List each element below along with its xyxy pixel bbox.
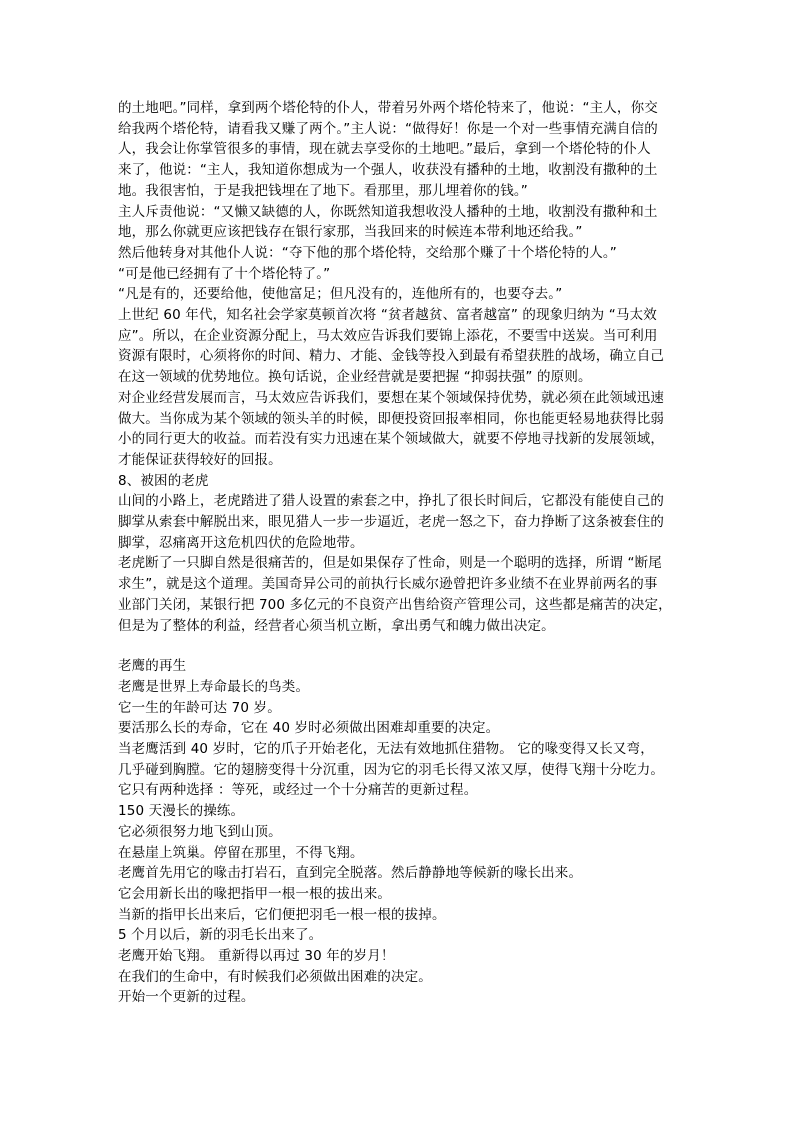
text-line: 应”。所以，在企业资源分配上，马太效应告诉我们要锦上添花，不要雪中送炭。当可利用 xyxy=(118,327,658,344)
text-line: 它只有两种选择 ：等死，或经过一个十分痛苦的更新过程。 xyxy=(118,782,478,799)
text-line: 它必须很努力地飞到山顶。 xyxy=(118,823,282,840)
text-line: 当新的指甲长出来后，它们便把羽毛一根一根的拔掉。 xyxy=(118,906,446,923)
text-line: 对企业经营发展而言，马太效应告诉我们，要想在某个领域保持优势，就必须在此领域迅速 xyxy=(118,389,664,406)
text-line: 资源有限时，心须将你的时间、精力、才能、金钱等投入到最有希望获胜的战场，确立自己 xyxy=(118,348,664,365)
text-line: 老鹰是世界上寿命最长的鸟类。 xyxy=(118,678,310,695)
text-line: 山间的小路上，老虎踏进了猎人设置的索套之中，挣扎了很长时间后，它都没有能使自己的 xyxy=(118,493,664,510)
text-line: 才能保证获得较好的回报。 xyxy=(118,451,282,468)
text-line: 但是为了整体的利益，经营者心须当机立断，拿出勇气和魄力做出决定。 xyxy=(118,617,555,634)
text-line: 150 天漫长的操练。 xyxy=(118,803,245,820)
text-line: 的土地吧。”同样，拿到两个塔伦特的仆人，带着另外两个塔伦特来了，他说：“主人，你交 xyxy=(118,100,658,116)
text-line: 在我们的生命中，有时候我们必须做出困难的决定。 xyxy=(118,968,432,985)
text-line: 老鹰的再生 xyxy=(118,658,187,675)
text-line: “凡是有的，还要给他，使他富足；但凡没有的，连他所有的，也要夺去。” xyxy=(118,286,563,303)
text-line: 几乎碰到胸膛。它的翅膀变得十分沉重，因为它的羽毛长得又浓又厚，使得飞翔十分吃力。 xyxy=(118,761,664,778)
text-line: 脚掌从索套中解脱出来，眼见猎人一步一步逼近，老虎一怒之下，奋力挣断了这条被套住的 xyxy=(118,514,664,530)
text-line: 当老鹰活到 40 岁时，它的爪子开始老化，无法有效地抓住猎物。 它的喙变得又长又弯， xyxy=(118,741,654,757)
text-line: 它一生的年龄可达 70 岁。 xyxy=(118,699,281,716)
text-line: 老虎断了一只脚自然是很痛苦的，但是如果保存了性命，则是一个聪明的选择，所谓 “断尾 xyxy=(118,555,662,572)
text-line: 业部门关闭，某银行把 700 多亿元的不良资产出售给资产管理公司，这些都是痛苦的决定， xyxy=(118,596,672,613)
text-line: 上世纪 60 年代，知名社会学家莫顿首次将 “贫者越贫、富者越富” 的现象归纳为 “马太效 xyxy=(118,307,657,323)
text-line: 给我两个塔伦特，请看我又赚了两个。”主人说：“做得好！你是一个对一些事情充满自信的 xyxy=(118,120,658,137)
text-line: 做大。当你成为某个领域的领头羊的时候，即便投资回报率相同，你也能更轻易地获得比弱 xyxy=(118,410,664,427)
text-line: 求生”，就是这个道理。美国奇异公司的前执行长威尔逊曾把许多业绩不在业界前两名的事 xyxy=(118,576,658,593)
text-line: “可是他已经拥有了十个塔伦特了。” xyxy=(118,265,331,282)
text-line: 8、被困的老虎 xyxy=(118,472,209,489)
text-line: 开始一个更新的过程。 xyxy=(118,989,255,1006)
text-line: 来了，他说：“主人，我知道你想成为一个强人，收获没有播种的土地，收割没有撒种的土 xyxy=(118,162,658,179)
text-line: 小的同行更大的收益。而若没有实力迅速在某个领域做大，就要不停地寻找新的发展领域， xyxy=(118,431,664,448)
text-line: 在这一领域的优势地位。换句话说，企业经营就是要把握 “抑弱扶强” 的原则。 xyxy=(118,369,592,386)
text-line: 要活那么长的寿命，它在 40 岁时必须做出困难却重要的决定。 xyxy=(118,720,500,737)
text-line: 主人斥责他说：“又懒又缺德的人，你既然知道我想收没人播种的土地，收割没有撒种和土 xyxy=(118,203,658,220)
text-line: 地。我很害怕，于是我把钱埋在了地下。看那里，那儿埋着你的钱。” xyxy=(118,182,528,199)
text-line: 在悬崖上筑巢。停留在那里，不得飞翔。 xyxy=(118,844,364,861)
text-line: 老鹰首先用它的喙击打岩石，直到完全脱落。然后静静地等候新的喙长出来。 xyxy=(118,865,583,882)
text-line: 然后他转身对其他仆人说：“夺下他的那个塔伦特，交给那个赚了十个塔伦特的人。” xyxy=(118,244,617,261)
text-line: 脚掌，忍痛离开这危机四伏的危险地带。 xyxy=(118,534,364,551)
text-line: 5 个月以后，新的羽毛长出来了。 xyxy=(118,927,323,944)
text-line: 老鹰开始飞翔。 重新得以再过 30 年的岁月！ xyxy=(118,948,395,964)
text-line: 人，我会让你掌管很多的事情，现在就去享受你的土地吧。”最后，拿到一个塔伦特的仆人 xyxy=(118,141,651,158)
text-line: 地，那么你就更应该把钱存在银行家那，当我回来的时候连本带利地还给我。” xyxy=(118,224,583,241)
text-line: 它会用新长出的喙把指甲一根一根的拔出来。 xyxy=(118,885,391,902)
